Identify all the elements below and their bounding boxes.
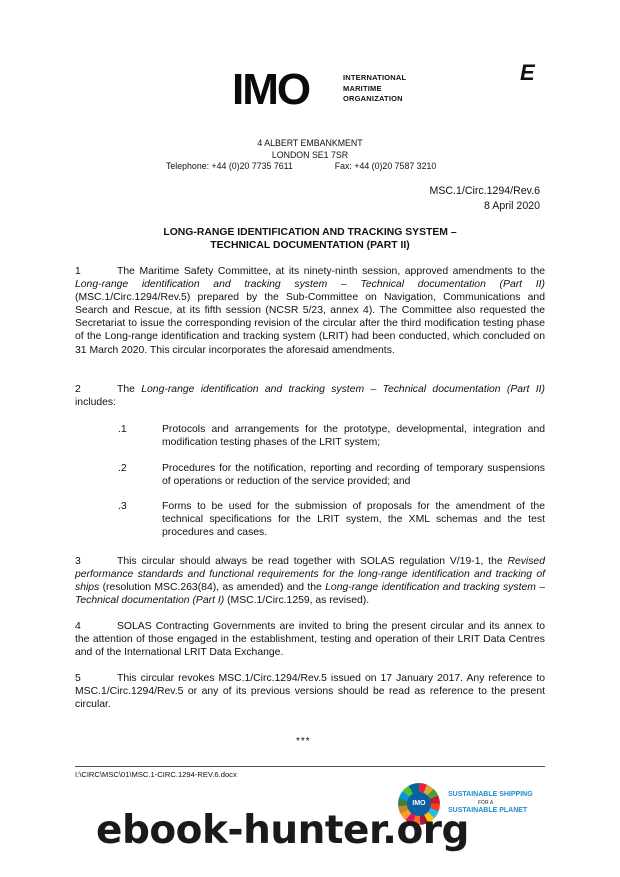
telephone: Telephone: +44 (0)20 7735 7611	[166, 161, 293, 171]
document-symbol: MSC.1/Circ.1294/Rev.6	[429, 185, 540, 197]
paragraph-text: The Maritime Safety Committee, at its ninety-ninth session, approved amendments to the	[117, 266, 545, 277]
subitem-text: Protocols and arrangements for the prototype, developmental, integration and modification testing phases of the LRIT system;	[162, 424, 545, 449]
italic-text: Long-range identification and tracking system – Technical documentation (Part II)	[75, 279, 545, 291]
paragraph-number: 4	[75, 621, 81, 632]
subitem-text: Forms to be used for the submission of proposals for the amendment of the technical specifications for the LRIT system, the XML schemas and the test procedures and cases.	[162, 501, 545, 539]
document-title	[80, 226, 540, 253]
paragraph-text: includes:	[75, 397, 117, 409]
fax: Fax: +44 (0)20 7587 3210	[334, 161, 437, 171]
paragraph-text: (MSC.1/Circ.1259, as revised).	[224, 595, 370, 607]
italic-text: Long-range identification and tracking system – Technical documentation (Part II)	[141, 384, 545, 395]
paragraph-1	[75, 265, 545, 357]
paragraph-text: SOLAS Contracting Governments are invited to bring the present circular and its annex to the attention of those engaged in the establishment, testing and operation of their LRIT Data Centres and of the International LRIT Data Exchange.	[75, 621, 545, 659]
document-date: 8 April 2020	[484, 200, 540, 212]
subitem-text: Procedures for the notification, reporting and recording of temporary suspensions of operations or reduction of the service provided; and	[162, 463, 545, 488]
paragraph-text: (resolution MSC.263(84), as amended) and the	[99, 582, 326, 594]
title-line-2: TECHNICAL DOCUMENTATION (PART II)	[210, 240, 410, 252]
subitem-number: .3	[118, 501, 127, 512]
paragraph-4	[75, 620, 545, 659]
paragraph-text: This circular should always be read together with SOLAS regulation V/19-1, the	[117, 556, 508, 567]
paragraph-2	[75, 383, 545, 409]
paragraph-number: 3	[75, 556, 81, 567]
paragraph-number: 1	[75, 266, 81, 277]
title-line-1: LONG-RANGE IDENTIFICATION AND TRACKING SYSTEM –	[163, 227, 457, 238]
watermark: ebook-hunter.org	[96, 808, 469, 853]
file-path: I:\CIRC\MSC\01\MSC.1-CIRC.1294-REV.6.docx	[75, 770, 237, 779]
imo-logo-text: INTERNATIONAL MARITIME ORGANIZATION	[343, 73, 407, 103]
paragraph-3	[75, 555, 545, 607]
paragraph-number: 2	[75, 384, 81, 395]
paragraph-5	[75, 672, 545, 711]
italic-text: Revised performance standards and functional requirements for the long-range identification and tracking of ships	[75, 556, 545, 594]
footer-divider	[75, 766, 545, 767]
badge-text: SUSTAINABLE SHIPPING FOR A SUSTAINABLE PLANET	[448, 791, 533, 814]
subitem-number: .2	[118, 463, 127, 474]
italic-text: Long-range identification and tracking system – Technical documentation (Part I)	[75, 582, 545, 607]
subitem-number: .1	[118, 424, 127, 435]
address-line-2: LONDON SE1 7SR	[271, 150, 349, 160]
paragraph-number: 5	[75, 673, 81, 684]
badge-center: IMO	[407, 792, 431, 816]
paragraph-text: The	[117, 384, 142, 395]
imo-logo-mark: IMO	[232, 65, 310, 114]
end-marker: ***	[296, 736, 311, 747]
imo-logo	[232, 65, 412, 114]
paragraph-text: (MSC.1/Circ.1294/Rev.5) prepared by the Sub-Committee on Navigation, Communications and Search and Rescue, at its fifth session (NCSR 5/23, annex 4). The Committee also requested the Secretariat to issue the corresponding revision of the circular after the third modification testing phase of the Long-range identification and tracking system (LRIT) had been conducted, which concluded on 31 March 2020. This circular incorporates the aforesaid amendments.	[75, 292, 545, 356]
contact-line	[166, 161, 436, 171]
language-mark: E	[520, 60, 535, 85]
paragraph-text: This circular revokes MSC.1/Circ.1294/Rev.5 issued on 17 January 2017. Any reference to MSC.1/Circ.1294/Rev.5 or any of its previous versions should be read as reference to the present circular.	[75, 673, 545, 711]
address-line-1: 4 ALBERT EMBANKMENT	[257, 138, 363, 148]
